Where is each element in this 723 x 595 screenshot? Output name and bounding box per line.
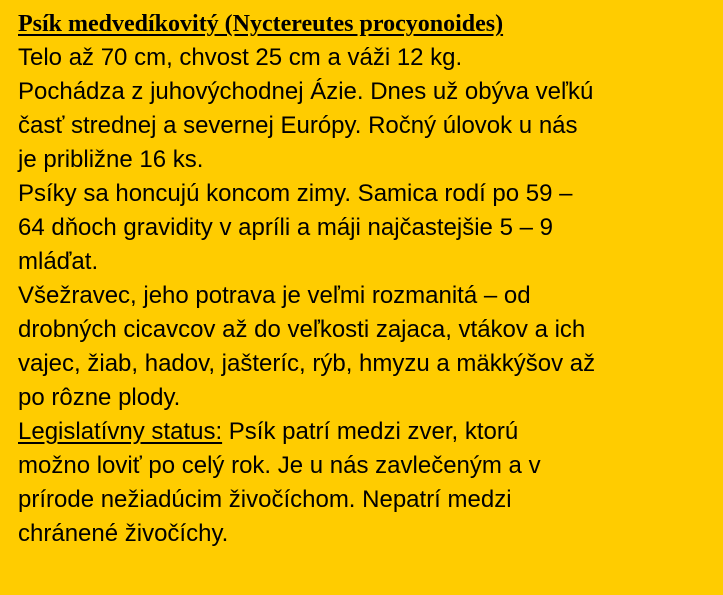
text-line-origin-1: Pochádza z juhovýchodnej Ázie. Dnes už obýva veľkú bbox=[18, 78, 594, 105]
text-line-origin-2: časť strednej a severnej Európy. Ročný úlovok u nás bbox=[18, 112, 578, 139]
text-line-legislation-3: prírode nežiadúcim živočíchom. Nepatrí medzi bbox=[18, 486, 512, 513]
text-line-breeding-3: mláďat. bbox=[18, 248, 99, 275]
text-line-breeding-1: Psíky sa honcujú koncom zimy. Samica rodí po 59 – bbox=[18, 180, 573, 207]
legislation-status-label: Legislatívny status: bbox=[18, 418, 223, 445]
text-line-origin-3: je približne 16 ks. bbox=[18, 146, 204, 173]
text-line-legislation-2: možno loviť po celý rok. Je u nás zavlečeným a v bbox=[18, 452, 541, 479]
text-line-diet-1: Všežravec, jeho potrava je veľmi rozmanitá – od bbox=[18, 282, 531, 309]
text-line-breeding-2: 64 dňoch gravidity v apríli a máji najčastejšie 5 – 9 bbox=[18, 214, 553, 241]
text-line-diet-4: po rôzne plody. bbox=[18, 384, 181, 411]
slide-body bbox=[18, 41, 713, 551]
slide-title: Psík medvedíkovitý (Nyctereutes procyonoides) bbox=[18, 11, 504, 37]
legislation-status-text: Psík patrí medzi zver, ktorú bbox=[222, 418, 519, 445]
text-line-legislation-4: chránené živočíchy. bbox=[18, 520, 229, 547]
text-line-diet-3: vajec, žiab, hadov, jašteríc, rýb, hmyzu a mäkkýšov až bbox=[18, 350, 596, 377]
text-line-diet-2: drobných cicavcov až do veľkosti zajaca, vtákov a ich bbox=[18, 316, 586, 343]
text-line-size: Telo až 70 cm, chvost 25 cm a váži 12 kg. bbox=[18, 44, 463, 71]
text-line-legislation-1 bbox=[18, 415, 713, 449]
